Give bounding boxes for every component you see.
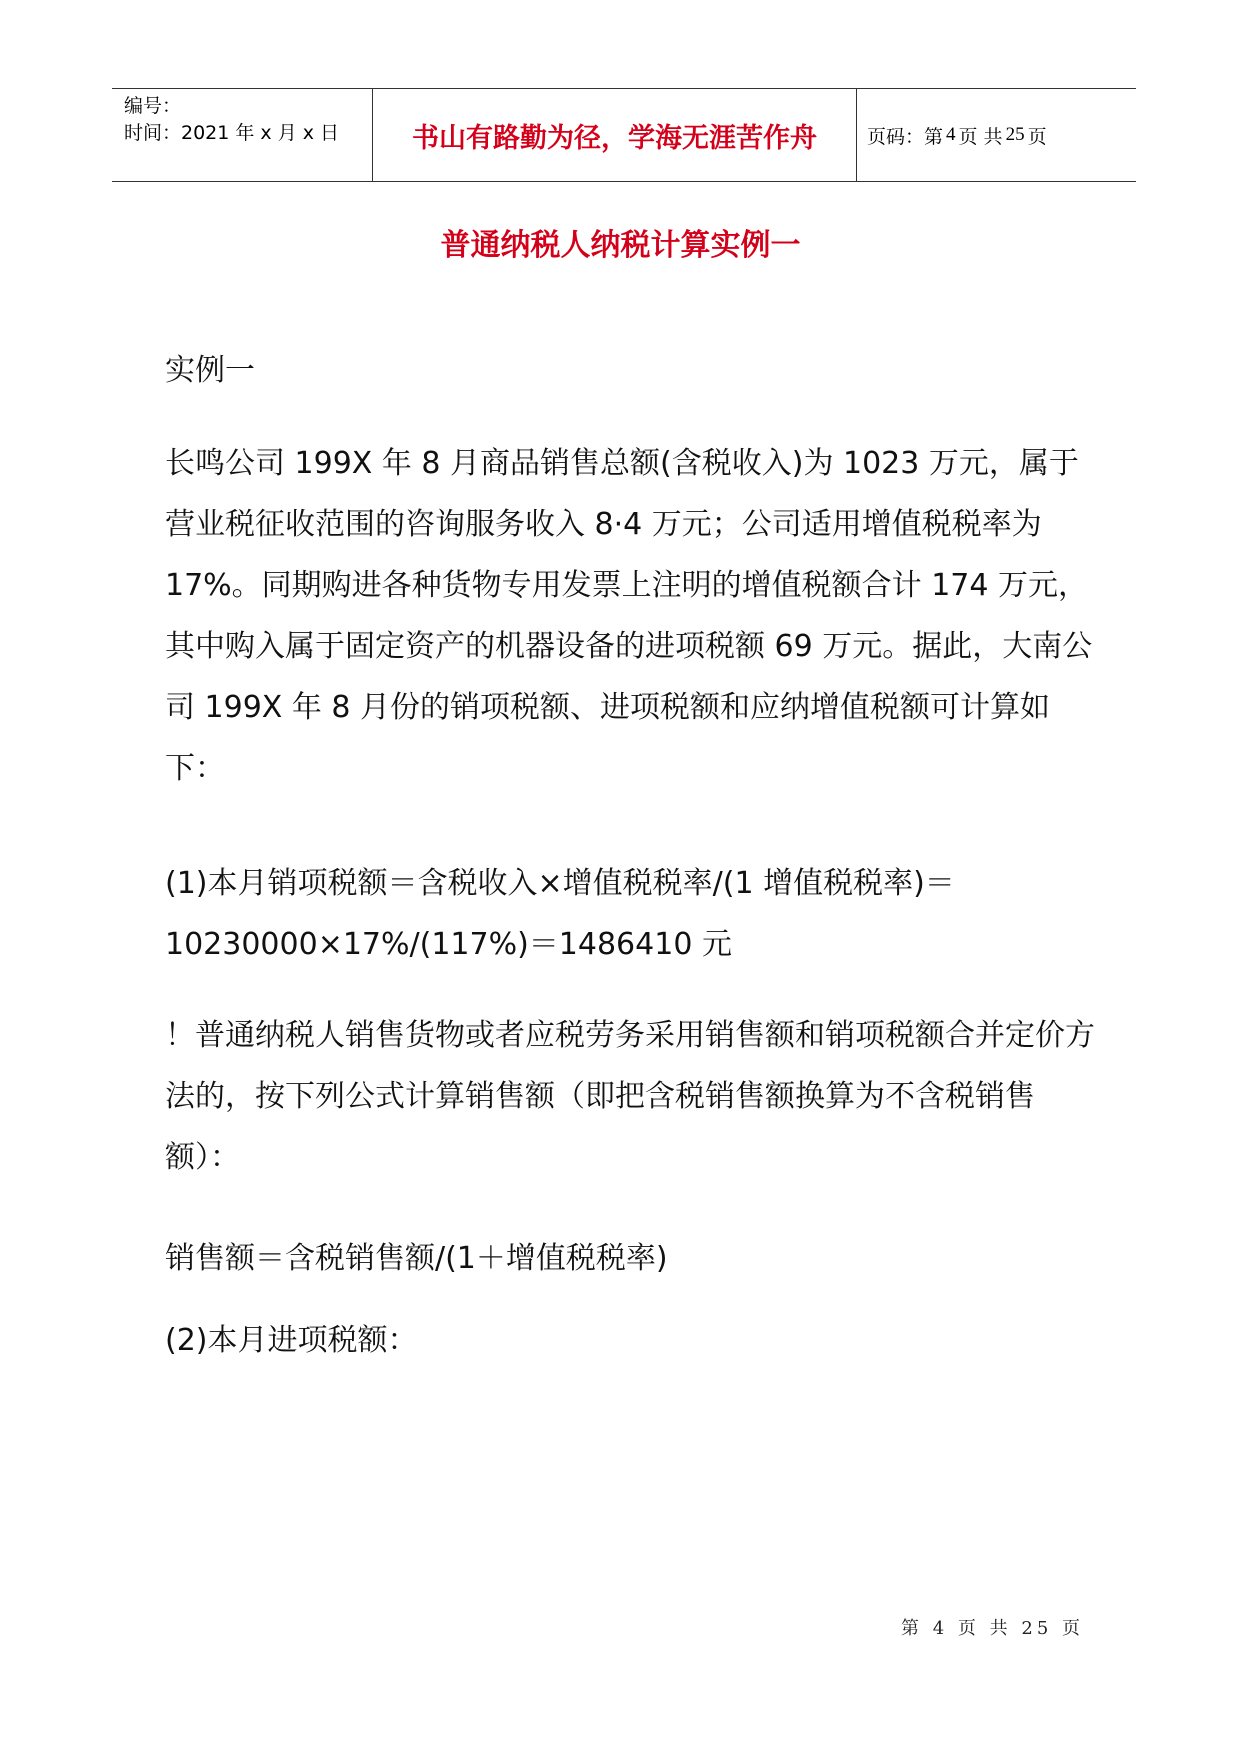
header-page-mid: 页 共	[958, 125, 1003, 148]
header-motto: 书山有路勤为径，学海无涯苦作舟	[373, 89, 857, 181]
header-page-total: 25	[1005, 124, 1025, 145]
equation-input-tax: (2)本月进项税额：	[165, 1323, 418, 1358]
header-page-current: 4	[946, 124, 956, 145]
document-title: 普通纳税人纳税计算实例一	[440, 228, 801, 263]
equation-output-tax: (1)本月销项税额＝含税收入×增值税税率/(1 增值税税率)＝10230000×17%/(117%)＝1486410 元	[165, 866, 955, 962]
header-page-info	[857, 89, 1136, 181]
header-table	[112, 88, 1136, 182]
header-number-label: 编号：	[124, 95, 182, 117]
equation-sales-amount: 销售额＝含税销售额/(1＋增值税税率)	[165, 1241, 668, 1276]
header-page-suffix: 页	[1027, 125, 1047, 148]
paragraph-main: 长鸣公司 199X 年 8 月商品销售总额(含税收入)为 1023 万元，属于营业税征收范围的咨询服务收入 8·4 万元；公司适用增值税税率为 17%。同期购进各种货物专用发票上注明的增值税额合计 174 万元，其中购入属于固定资产的机器设备的进项税额 69 万元。据此，大南公司 199X 年 8 月份的销项税额、进项税额和应纳增值税额可计算如下：	[165, 446, 1093, 786]
note-paragraph: ！普通纳税人销售货物或者应税劳务采用销售额和销项税额合并定价方法的，按下列公式计算销售额（即把含税销售额换算为不含税销售额）：	[165, 1018, 1095, 1175]
footer-page-number: 第 4 页 共 25 页	[901, 1618, 1084, 1639]
header-meta-cell	[112, 89, 373, 181]
header-page-prefix: 页码：第	[867, 125, 944, 148]
section-heading: 实例一	[165, 353, 255, 388]
header-time-label: 时间：2021 年 x 月 x 日	[124, 122, 340, 144]
